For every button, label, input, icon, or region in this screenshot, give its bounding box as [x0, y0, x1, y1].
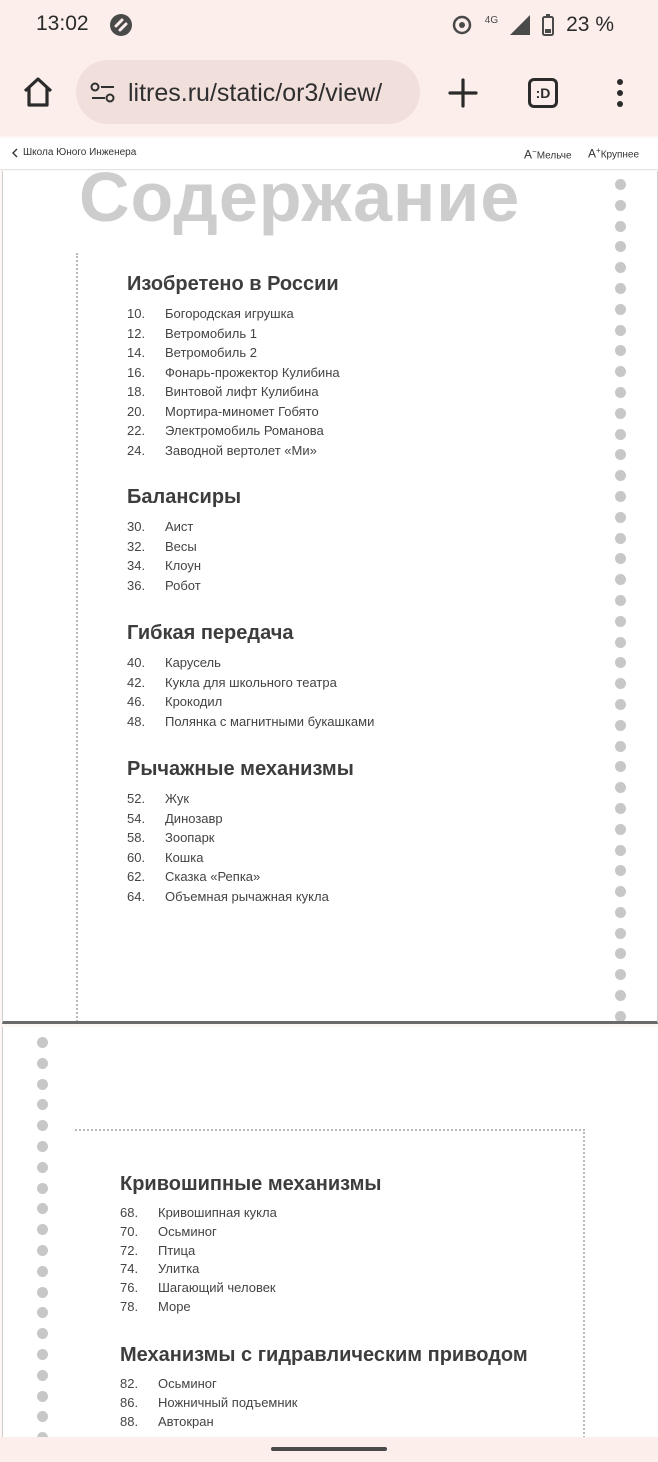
home-icon[interactable] — [20, 74, 56, 110]
toc-item-label: Сказка «Репка» — [165, 869, 261, 884]
toc-item[interactable] — [120, 1242, 381, 1261]
binding-ring — [615, 512, 626, 523]
binding-ring — [615, 262, 626, 273]
status-time: 13:02 — [36, 12, 89, 35]
back-to-book-link[interactable] — [12, 147, 136, 158]
font-larger-label: Крупнее — [600, 149, 640, 161]
toc-item-label: Кошка — [165, 849, 204, 865]
binding-rings — [37, 1037, 48, 1437]
toc-item[interactable] — [120, 1413, 528, 1432]
toc-item-label: Электромобиль Романова — [165, 423, 324, 438]
toc-item-label: Объемная рычажная кукла — [165, 888, 329, 904]
toc-section-title: Кривошипные механизмы — [120, 1173, 382, 1195]
binding-ring — [615, 637, 626, 648]
toc-item[interactable] — [127, 789, 354, 809]
toc-page-number: 52. — [127, 791, 146, 806]
toc-page-number: 42. — [127, 674, 146, 690]
toc-section — [127, 486, 241, 595]
toc-item-label: Весы — [165, 538, 197, 554]
toc-item[interactable] — [127, 421, 340, 441]
toc-item[interactable] — [120, 1279, 381, 1298]
toc-section-title: Механизмы с гидравлическим приводом — [120, 1344, 528, 1366]
toc-page-number: 74. — [120, 1261, 139, 1277]
binding-ring — [615, 678, 626, 689]
toc-item[interactable] — [127, 828, 354, 848]
binding-ring — [615, 616, 626, 627]
toc-item-label: Кукла для школьного театра — [165, 674, 337, 690]
toc-item[interactable] — [127, 867, 354, 887]
toc-item-label: Винтовой лифт Кулибина — [165, 384, 319, 399]
toc-item-label: Ножничный подъемник — [158, 1394, 298, 1410]
toc-page-number: 36. — [127, 577, 146, 593]
toc-page-number: 22. — [127, 423, 146, 438]
toc-item[interactable] — [127, 402, 340, 422]
dotted-divider — [75, 1129, 585, 1131]
toc-item[interactable] — [120, 1204, 381, 1223]
binding-ring — [615, 221, 626, 232]
toc-item[interactable] — [127, 673, 374, 693]
status-icons — [451, 12, 614, 38]
binding-ring — [615, 907, 626, 918]
binding-ring — [37, 1307, 48, 1318]
toc-page-number: 88. — [120, 1413, 139, 1429]
binding-ring — [615, 886, 626, 897]
binding-ring — [37, 1411, 48, 1422]
toc-page-number: 68. — [120, 1205, 139, 1220]
binding-ring — [37, 1349, 48, 1360]
toc-item-label: Улитка — [158, 1261, 200, 1277]
toc-page-number: 48. — [127, 713, 146, 729]
toc-item[interactable] — [127, 809, 354, 829]
toc-item-label: Жук — [165, 791, 190, 806]
toc-page-number: 72. — [120, 1242, 139, 1258]
signal-icon — [510, 15, 530, 35]
toc-item[interactable] — [127, 848, 354, 868]
toc-page-number: 82. — [120, 1376, 139, 1391]
binding-ring — [615, 990, 626, 1001]
binding-ring — [615, 325, 626, 336]
toc-item-label: Птица — [158, 1242, 196, 1258]
toc-page-number: 16. — [127, 364, 146, 380]
battery-icon — [542, 14, 554, 36]
toc-section — [120, 1344, 528, 1431]
binding-ring — [37, 1037, 48, 1048]
toc-section-title: Рычажные механизмы — [127, 758, 354, 780]
binding-ring — [615, 803, 626, 814]
binding-ring — [37, 1203, 48, 1214]
toc-page-number: 62. — [127, 869, 146, 884]
toc-item[interactable] — [127, 712, 374, 732]
toc-section-title: Балансиры — [127, 486, 242, 508]
font-smaller-label: Мельче — [536, 150, 572, 162]
toc-section — [120, 1173, 381, 1317]
toc-item[interactable] — [127, 556, 241, 576]
binding-ring — [37, 1162, 48, 1173]
binding-ring — [37, 1058, 48, 1069]
toc-item[interactable] — [120, 1223, 381, 1242]
toc-item-label: Автокран — [158, 1413, 214, 1429]
page-title: Содержание — [79, 171, 521, 236]
font-larger-icon: A — [588, 146, 597, 161]
dotted-divider — [583, 1129, 585, 1437]
toc-item-label: Осьминог — [158, 1223, 217, 1239]
network-type: 4G — [484, 14, 499, 26]
book-page-1 — [2, 171, 658, 1024]
toc-item-label: Ветромобиль 2 — [165, 345, 257, 360]
site-settings-icon[interactable] — [90, 82, 116, 104]
binding-ring — [615, 533, 626, 544]
toc-item[interactable] — [127, 343, 340, 363]
toc-page-number: 10. — [127, 306, 146, 321]
binding-ring — [615, 761, 626, 772]
binding-ring — [615, 741, 626, 752]
binding-ring — [615, 948, 626, 959]
data-saver-icon — [451, 14, 473, 36]
toc-page-number: 60. — [127, 849, 146, 865]
binding-ring — [615, 928, 626, 939]
toc-item-label: Осьминог — [158, 1376, 217, 1391]
font-larger-button[interactable]: A+Крупнее — [588, 146, 640, 161]
chevron-left-icon — [12, 148, 18, 158]
toc-page-number: 40. — [127, 655, 146, 670]
back-link-label: Школа Юного Инженера — [23, 147, 137, 158]
toc-item-label: Клоун — [165, 558, 202, 573]
binding-ring — [37, 1328, 48, 1339]
toc-page-number: 32. — [127, 538, 146, 554]
toc-page-number: 86. — [120, 1394, 139, 1410]
toc-page-number: 14. — [127, 345, 146, 360]
toc-item-label: Ветромобиль 1 — [165, 325, 257, 341]
binding-ring — [615, 200, 626, 211]
toc-page-number: 58. — [127, 830, 146, 845]
binding-ring — [615, 366, 626, 377]
address-bar[interactable] — [76, 60, 420, 124]
gesture-nav-bar — [0, 1437, 658, 1462]
toc-item-label: Карусель — [165, 655, 221, 670]
toc-item-label: Робот — [165, 577, 201, 593]
toc-item[interactable] — [127, 382, 340, 402]
binding-ring — [615, 782, 626, 793]
font-smaller-button[interactable]: A−Мельче — [524, 147, 572, 162]
binding-ring — [615, 845, 626, 856]
browser-toolbar — [0, 50, 658, 136]
binding-ring — [615, 345, 626, 356]
binding-ring — [615, 283, 626, 294]
toc-item[interactable] — [120, 1298, 381, 1317]
binding-ring — [615, 824, 626, 835]
toc-item[interactable] — [127, 887, 354, 907]
toc-item[interactable] — [120, 1260, 381, 1279]
toc-page-number: 12. — [127, 325, 146, 341]
binding-ring — [615, 657, 626, 668]
toc-item-label: Заводной вертолет «Ми» — [165, 442, 317, 458]
toc-item-label: Крокодил — [165, 694, 223, 709]
toc-page-number: 18. — [127, 384, 146, 399]
home-indicator[interactable] — [271, 1447, 387, 1451]
binding-ring — [37, 1099, 48, 1110]
toc-item-label: Полянка с магнитными букашками — [165, 713, 375, 729]
toc-item-label: Фонарь-прожектор Кулибина — [165, 364, 340, 380]
app-notification-icon — [108, 12, 134, 38]
tab-switcher-button[interactable]: :D — [528, 78, 558, 108]
binding-ring — [615, 553, 626, 564]
binding-ring — [37, 1141, 48, 1152]
binding-ring — [615, 449, 626, 460]
toc-page-number: 34. — [127, 558, 146, 573]
battery-percent: 23 % — [566, 13, 614, 36]
binding-ring — [615, 969, 626, 980]
binding-ring — [615, 595, 626, 606]
toc-item-label: Аист — [165, 519, 194, 534]
dotted-divider — [76, 253, 78, 1024]
toc-item-label: Зоопарк — [165, 830, 215, 845]
toc-section-title: Изобретено в России — [127, 273, 339, 295]
binding-rings — [615, 179, 626, 1024]
binding-ring — [615, 720, 626, 731]
binding-ring — [37, 1391, 48, 1402]
binding-ring — [615, 865, 626, 876]
toc-item-label: Море — [158, 1298, 191, 1314]
toc-item[interactable] — [127, 576, 241, 596]
toc-page-number: 46. — [127, 694, 146, 709]
binding-ring — [37, 1120, 48, 1131]
book-page-2 — [2, 1027, 658, 1437]
binding-ring — [37, 1079, 48, 1090]
toc-page-number: 70. — [120, 1223, 139, 1239]
toc-item[interactable] — [127, 653, 374, 673]
toc-item[interactable] — [127, 304, 340, 324]
toc-item[interactable] — [127, 537, 241, 557]
font-smaller-icon: A — [524, 147, 533, 162]
binding-ring — [37, 1370, 48, 1381]
toc-page-number: 54. — [127, 810, 146, 826]
binding-ring — [615, 574, 626, 585]
binding-ring — [37, 1266, 48, 1277]
toc-item[interactable] — [127, 363, 340, 383]
toc-page-number: 20. — [127, 403, 146, 419]
binding-ring — [615, 408, 626, 419]
toc-section — [127, 273, 340, 460]
binding-ring — [615, 429, 626, 440]
binding-ring — [615, 470, 626, 481]
binding-ring — [615, 179, 626, 190]
toc-item-label: Динозавр — [165, 810, 223, 826]
binding-ring — [615, 304, 626, 315]
toc-page-number: 64. — [127, 888, 146, 904]
binding-ring — [37, 1183, 48, 1194]
binding-ring — [615, 491, 626, 502]
toc-item[interactable] — [127, 324, 340, 344]
toc-page-number: 76. — [120, 1280, 139, 1296]
toc-page-number: 30. — [127, 519, 146, 534]
toc-item-label: Кривошипная кукла — [158, 1205, 277, 1220]
binding-ring — [615, 699, 626, 710]
toc-item[interactable] — [120, 1375, 528, 1394]
binding-ring — [615, 1011, 626, 1022]
url-text[interactable]: litres.ru/static/or3/view/ — [128, 79, 383, 107]
status-bar — [0, 0, 658, 50]
new-tab-icon[interactable] — [446, 76, 480, 110]
toc-page-number: 78. — [120, 1298, 139, 1314]
toc-item-label: Шагающий человек — [158, 1280, 276, 1296]
toc-section — [127, 622, 374, 731]
toc-page-number: 24. — [127, 442, 146, 458]
binding-ring — [37, 1224, 48, 1235]
reader-toolbar — [0, 138, 658, 170]
toc-item-label: Богородская игрушка — [165, 306, 294, 321]
toc-item[interactable] — [127, 517, 241, 537]
toc-item[interactable] — [127, 441, 340, 461]
more-options-icon[interactable] — [606, 76, 634, 110]
toc-item[interactable] — [120, 1394, 528, 1413]
toc-section — [127, 758, 354, 906]
binding-ring — [37, 1287, 48, 1298]
toc-item-label: Мортира-миномет Гобято — [165, 403, 319, 419]
binding-ring — [37, 1245, 48, 1256]
toc-section-title: Гибкая передача — [127, 622, 294, 644]
binding-ring — [615, 241, 626, 252]
binding-ring — [615, 387, 626, 398]
toc-item[interactable] — [127, 692, 374, 712]
